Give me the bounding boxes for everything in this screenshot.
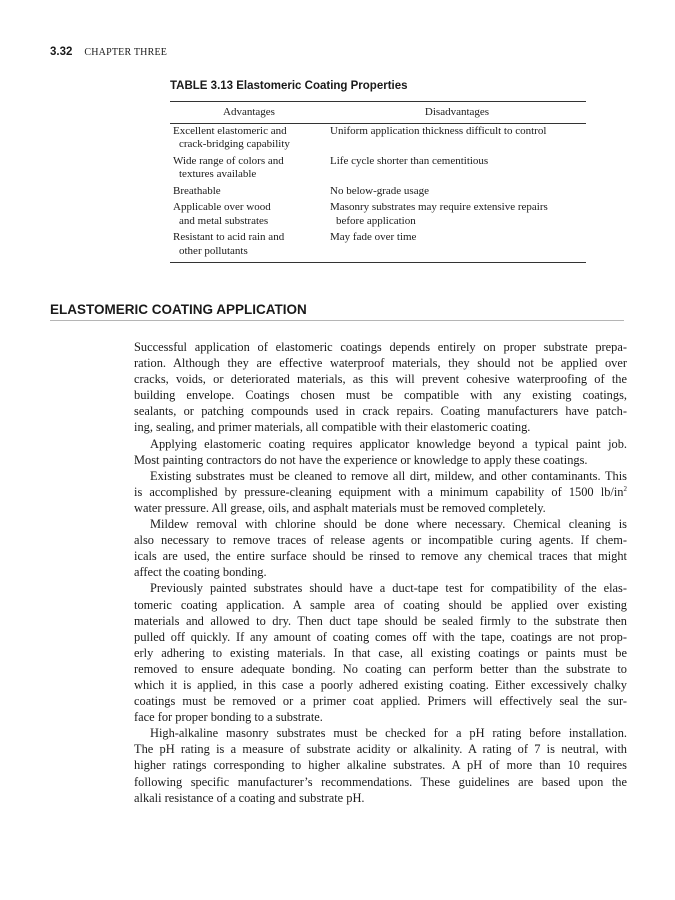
advantage-cell <box>170 154 328 184</box>
text-line: cracks, voids, or deteriorated materials, as this will prevent cohesive waterproofing of the <box>134 372 627 387</box>
text-line: Applying elastomeric coating requires applicator knowledge beyond a typical paint job. <box>150 436 627 451</box>
table-row <box>170 230 586 263</box>
text-line: affect the coating bonding. <box>134 565 267 580</box>
chapter-title: CHAPTER THREE <box>84 47 168 58</box>
text-line: Mildew removal with chlorine should be done where necessary. Chemical cleaning is <box>150 517 627 532</box>
text-line: following specific manufacturer’s recommendations. These guidelines are based upon the <box>134 774 627 789</box>
cell-line: May fade over time <box>330 231 417 243</box>
cell-line: other pollutants <box>179 244 248 257</box>
text-line: alkali resistance of a coating and substrate pH. <box>134 790 365 805</box>
text-line: The pH rating is a measure of substrate acidity or alkalinity. A rating of 7 is neutral, with <box>134 742 627 757</box>
text-line: High-alkaline masonry substrates must be checked for a pH rating before installation. <box>150 726 627 741</box>
text-line: Existing substrates must be cleaned to remove all dirt, mildew, and other contaminants. This <box>150 468 627 483</box>
text-line: face for proper bonding to a substrate. <box>134 710 323 725</box>
cell-line: Excellent elastomeric and <box>173 124 287 137</box>
text-line: icals are used, the entire surface should be rinsed to remove any chemical traces that might <box>134 549 627 564</box>
table-row <box>170 154 586 184</box>
cell-line: Masonry substrates may require extensive repairs <box>330 201 548 213</box>
table-row <box>170 184 586 201</box>
text-line: ration. Although they are effective waterproof materials, they should not be applied over <box>134 356 627 371</box>
cell-line: and metal substrates <box>179 214 269 227</box>
section-heading: ELASTOMERIC COATING APPLICATION <box>50 302 624 321</box>
text-line: ing, sealing, and primer materials, all compatible with their elastomeric coating. <box>134 420 531 435</box>
text-line: tomeric coating application. A sample area of coating should be applied over existing <box>134 597 627 612</box>
text-line: also necessary to remove traces of release agents or incompatible curing agents. If chem- <box>134 533 627 548</box>
cell-line: before application <box>336 214 416 227</box>
properties-table <box>170 101 586 263</box>
table-row <box>170 200 586 230</box>
running-head <box>50 46 167 58</box>
advantage-cell <box>170 123 328 154</box>
text-line: building envelope. Coatings chosen must be compatible with any existing coatings, <box>134 388 627 403</box>
cell-line: textures available <box>179 168 257 180</box>
text-line: Previously painted substrates should have a duct-tape test for compatibility of the elas- <box>150 581 627 596</box>
advantage-cell <box>170 184 328 201</box>
text-line: which it is applied, in this case a poorly adhered existing coating. Either excessively chalky <box>134 677 627 692</box>
superscript-2: 2 <box>623 484 627 493</box>
body-text <box>134 339 627 806</box>
cell-line: No below-grade usage <box>330 184 429 197</box>
text-line: higher ratings corresponding to higher alkaline substrates. A pH of more than 10 requires <box>134 758 627 773</box>
disadvantage-cell <box>328 230 586 263</box>
text-line: water pressure. All grease, oils, and asphalt materials must be removed completely. <box>134 500 546 515</box>
disadvantage-cell <box>328 154 586 184</box>
text-line <box>134 484 627 500</box>
cell-line: Breathable <box>173 184 221 197</box>
text-line: coatings must be removed or a primer coat applied. Primers will effectively seal the sur- <box>134 694 627 709</box>
cell-line: Uniform application thickness difficult to control <box>330 124 547 137</box>
column-header-disadvantages: Disadvantages <box>328 102 586 124</box>
table-title: TABLE 3.13 Elastomeric Coating Properties <box>170 80 408 92</box>
cell-line: Applicable over wood <box>173 201 271 213</box>
cell-line: crack-bridging capability <box>179 138 290 150</box>
text-line: materials and allowed to dry. Then duct tape should be sealed firmly to the substrate then <box>134 613 627 628</box>
text-line: erly adhering to existing materials. In that case, all existing coatings or paints must be <box>134 645 627 660</box>
text-line: Successful application of elastomeric coatings depends entirely on proper substrate prepa- <box>134 340 627 354</box>
disadvantage-cell <box>328 200 586 230</box>
cell-line: Resistant to acid rain and <box>173 231 285 243</box>
text-line: Most painting contractors do not have the experience or knowledge to apply these coatings. <box>134 452 588 467</box>
column-header-advantages: Advantages <box>170 102 328 124</box>
text-line: sealants, or patching compounds used in crack repairs. Coating manufacturers have patch- <box>134 404 627 419</box>
text-line: pulled off quickly. If any amount of coating comes off with the tape, coatings are not prop- <box>134 629 627 644</box>
advantage-cell <box>170 200 328 230</box>
cell-line: Wide range of colors and <box>173 154 284 167</box>
disadvantage-cell <box>328 184 586 201</box>
text-fragment: is accomplished by pressure-cleaning equipment with a minimum capability of 1500 lb/in <box>134 484 624 499</box>
properties-table-block <box>170 80 586 263</box>
table-header-row <box>170 102 586 124</box>
text-line: removed to ensure adequate bonding. No coating can perform better than the substrate to <box>134 661 627 676</box>
page-number: 3.32 <box>50 46 73 58</box>
advantage-cell <box>170 230 328 263</box>
cell-line: Life cycle shorter than cementitious <box>330 154 489 167</box>
table-row <box>170 123 586 154</box>
disadvantage-cell <box>328 123 586 154</box>
